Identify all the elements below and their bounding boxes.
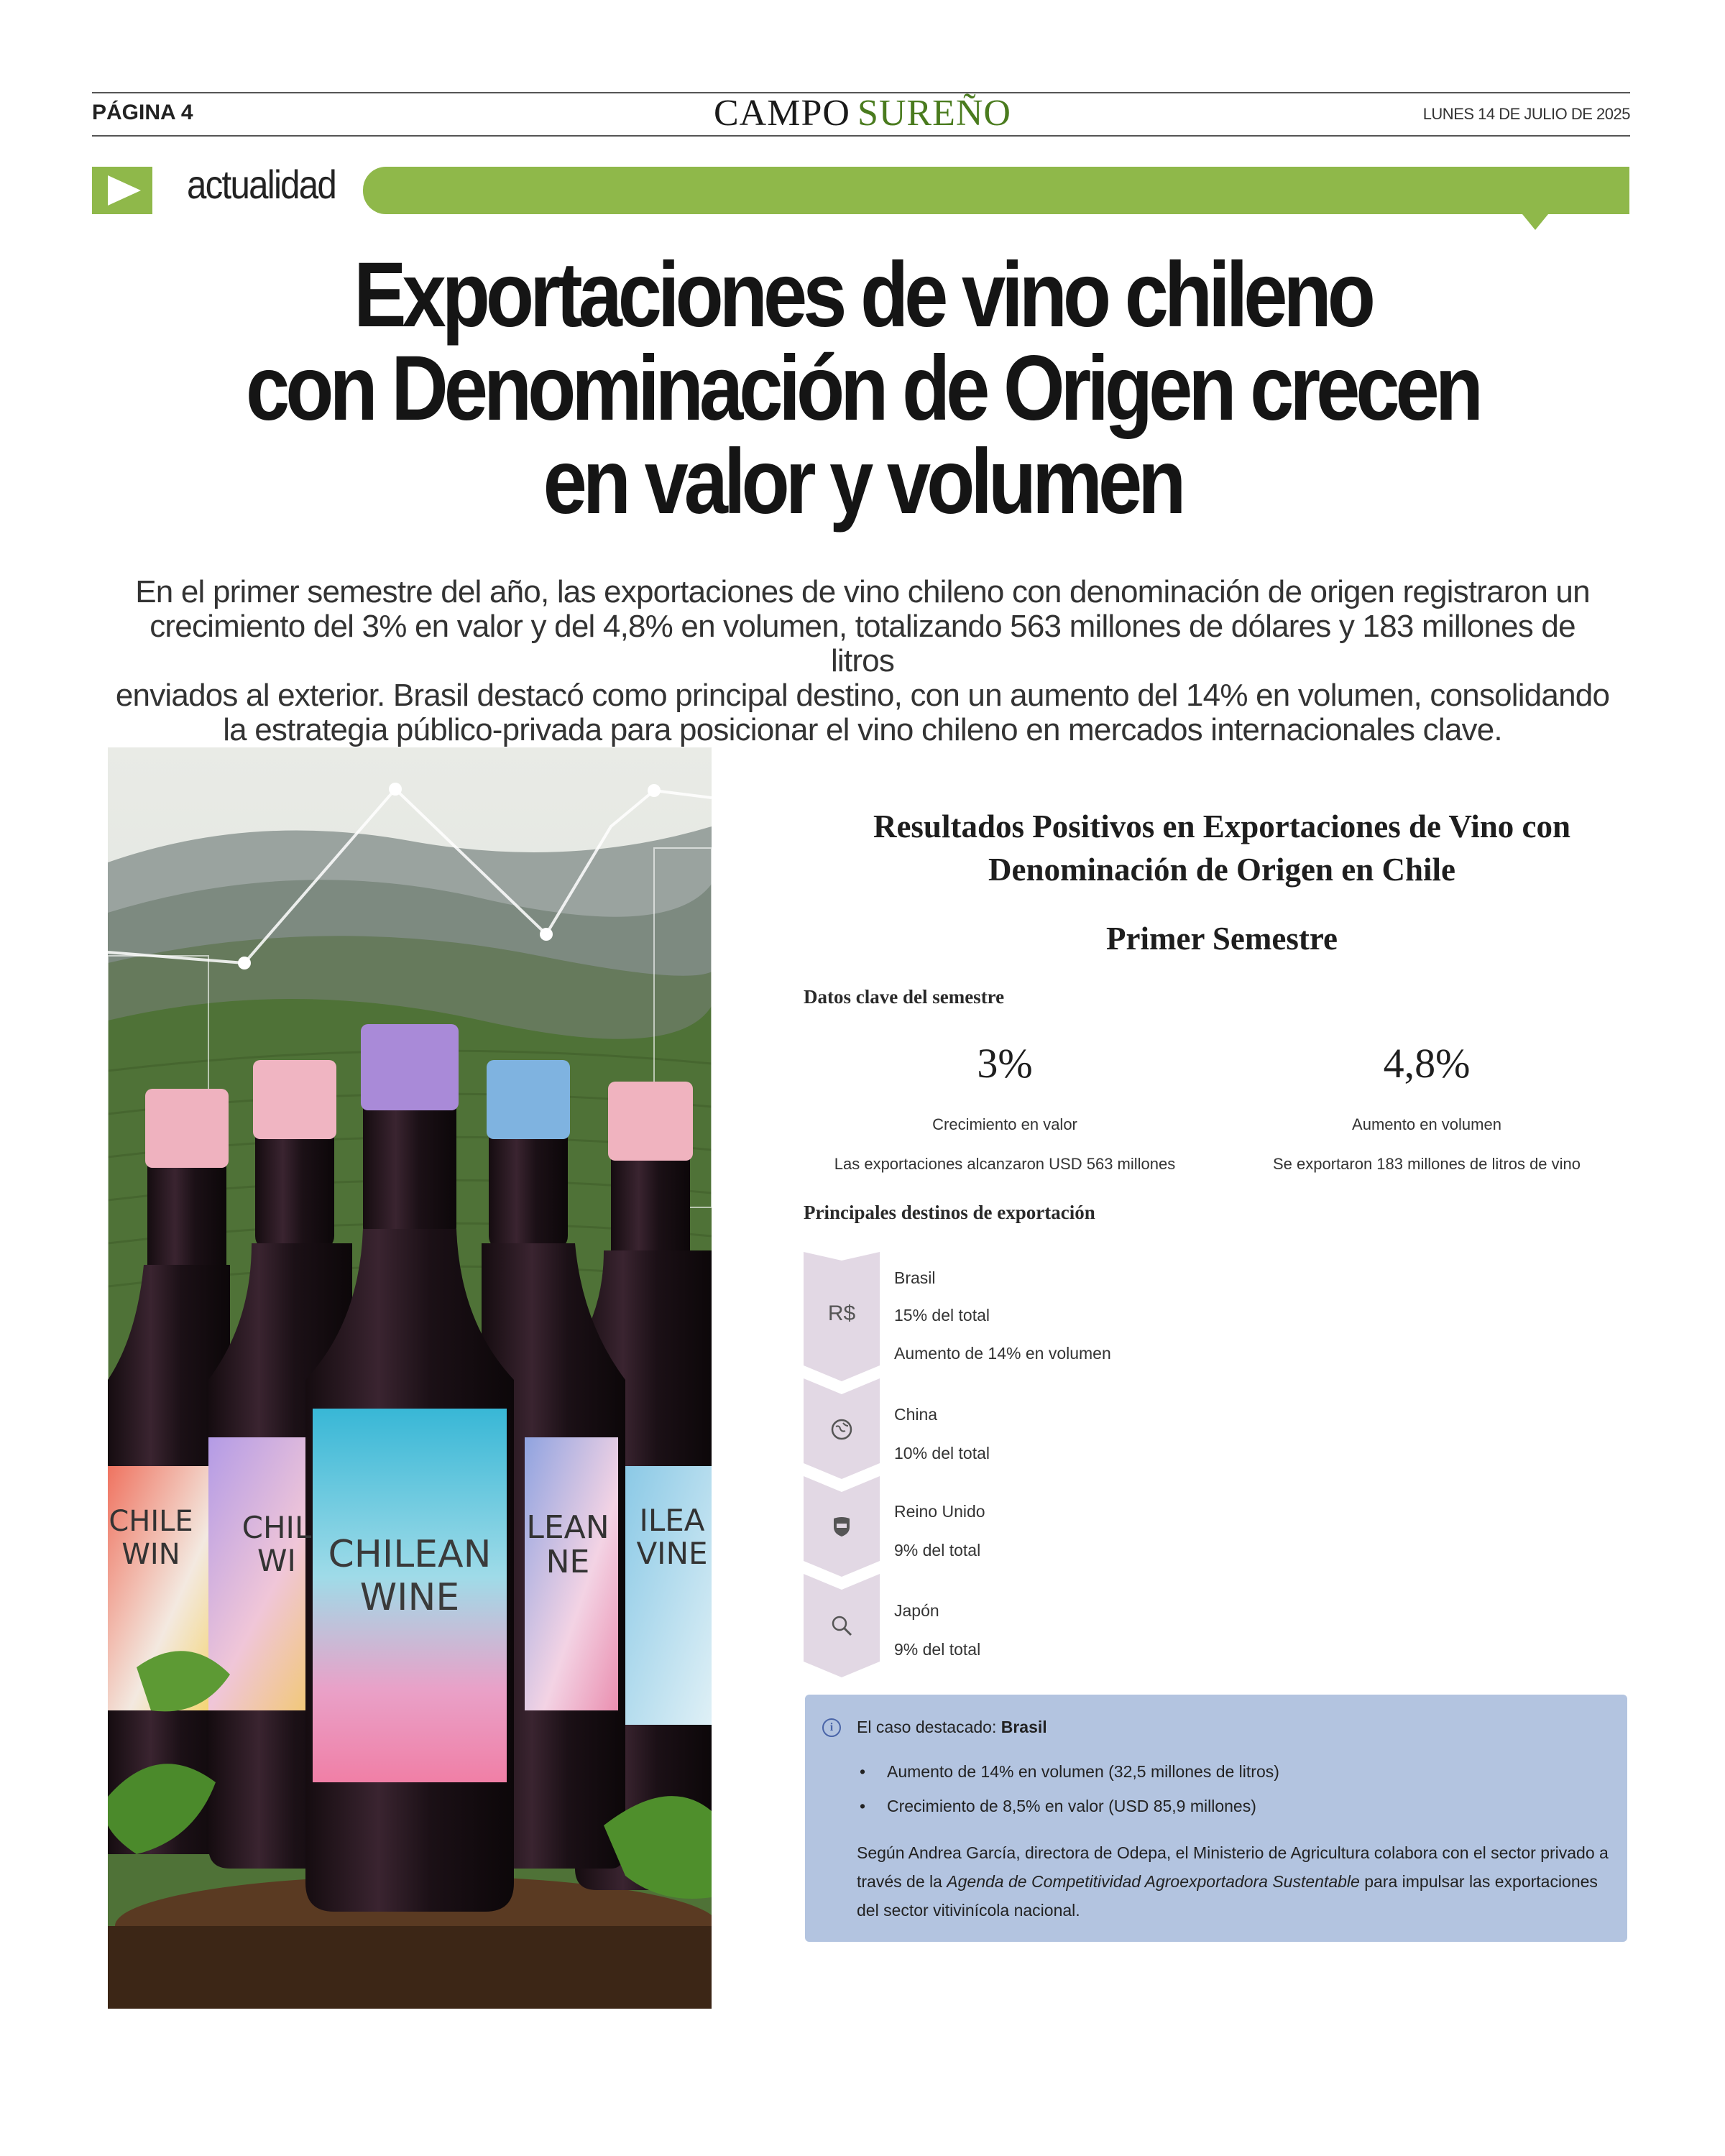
callout-title — [857, 1718, 1047, 1737]
infographic-title-line-1: Resultados Positivos en Exportaciones de Vino con — [873, 808, 1571, 844]
callout-bullet — [860, 1762, 1279, 1782]
stat-detail-growth: Las exportaciones alcanzaron USD 563 millones — [834, 1155, 1176, 1173]
stat-value-growth: 3% — [977, 1040, 1033, 1087]
destination-share-china: 10% del total — [894, 1444, 990, 1462]
destination-name-japon: Japón — [894, 1601, 939, 1620]
lead-line-1: En el primer semestre del año, las exportaciones de vino chileno con denominación de origen registraron un — [135, 574, 1590, 609]
callout-body-part-2: para impulsar las exportaciones del sector vitivinícola nacional. — [857, 1872, 1598, 1920]
callout-body-part-1: Según Andrea García, directora de Odepa, el Ministerio de Agricultura colabora con el sector privado a través de la — [857, 1843, 1609, 1891]
masthead-word-1: CAMPO — [714, 93, 850, 134]
destination-extra-brasil: Aumento de 14% en volumen — [894, 1344, 1111, 1363]
destinations-heading: Principales destinos de exportación — [804, 1202, 1095, 1223]
stat-detail-volume: Se exportaron 183 millones de litros de vino — [1272, 1155, 1581, 1173]
masthead-word-2: SUREÑO — [857, 93, 1011, 134]
bottle1-label-line1: CHILE — [109, 1505, 193, 1538]
destination-share-japon: 9% del total — [894, 1640, 981, 1659]
destination-name-china: China — [894, 1405, 938, 1424]
lead-line-3: enviados al exterior. Brasil destacó como principal destino, con un aumento del 14% en volumen, consolidando — [115, 678, 1610, 713]
destination-name-reino-unido: Reino Unido — [894, 1502, 985, 1521]
lead-paragraph — [115, 575, 1610, 747]
masthead-rule — [92, 135, 1630, 137]
section-play-icon — [92, 167, 152, 214]
callout-title-prefix: El caso destacado: — [857, 1718, 1001, 1736]
key-data-heading: Datos clave del semestre — [804, 986, 1005, 1008]
infographic-title-line-2: Denominación de Origen en Chile — [988, 852, 1455, 888]
headline-line-3: en valor y volumen — [543, 430, 1182, 533]
bottle3-label-line1: CHILEAN — [328, 1533, 492, 1576]
stat-label-volume: Aumento en volumen — [1352, 1115, 1501, 1133]
bottle4-label-line2: NE — [546, 1544, 590, 1580]
dateline: LUNES 14 DE JULIO DE 2025 — [1422, 105, 1630, 123]
bottle5-label-line2: VINE — [636, 1536, 708, 1571]
headline-line-2: con Denominación de Origen crecen — [246, 337, 1479, 440]
headline-line-1: Exportaciones de vino chileno — [354, 244, 1371, 346]
destination-name-brasil: Brasil — [894, 1268, 936, 1287]
bottle1-label-line2: WIN — [121, 1538, 180, 1571]
page-number: PÁGINA 4 — [92, 101, 193, 124]
callout-bullet-text: Aumento de 14% en volumen (32,5 millones de litros) — [887, 1762, 1279, 1781]
callout-body-agenda: Agenda de Competitividad Agroexportadora Sustentable — [947, 1872, 1360, 1891]
bottle2-label-line2: WI — [257, 1543, 296, 1578]
info-icon: i — [822, 1718, 841, 1737]
bottle3-label-line2: WINE — [359, 1576, 460, 1619]
section-label: actualidad — [187, 162, 336, 207]
callout-title-country: Brasil — [1000, 1718, 1047, 1736]
lead-line-2: crecimiento del 3% en valor y del 4,8% en volumen, totalizando 563 millones de dólares y 183 millones de litros — [150, 609, 1576, 678]
callout-bullet — [860, 1797, 1256, 1816]
ups-shield-icon — [804, 1516, 880, 1543]
bottle4-label-line1: LEAN — [526, 1509, 610, 1546]
globe-icon — [804, 1417, 880, 1447]
stat-value-volume: 4,8% — [1383, 1040, 1471, 1087]
section-bar — [363, 167, 1629, 214]
real-currency-icon: R$ — [827, 1302, 856, 1325]
bottle2-label-line1: CHIL — [242, 1510, 312, 1545]
stat-label-growth: Crecimiento en valor — [932, 1115, 1077, 1133]
destination-share-reino-unido: 9% del total — [894, 1541, 981, 1560]
infographic-title — [776, 805, 1668, 891]
callout-bullet-text: Crecimiento de 8,5% en valor (USD 85,9 millones) — [887, 1797, 1256, 1815]
destination-share-brasil: 15% del total — [894, 1306, 990, 1325]
infographic-subtitle: Primer Semestre — [1106, 921, 1338, 957]
headline — [144, 244, 1581, 533]
search-icon — [804, 1614, 880, 1643]
wine-bottles-photo — [108, 747, 712, 2009]
callout-body — [857, 1838, 1619, 1925]
lead-line-4: la estrategia público-privada para posicionar el vino chileno en mercados internacionales clave. — [223, 712, 1502, 747]
section-bar-notch — [1522, 214, 1548, 230]
bottle5-label-line1: ILEA — [639, 1503, 705, 1538]
